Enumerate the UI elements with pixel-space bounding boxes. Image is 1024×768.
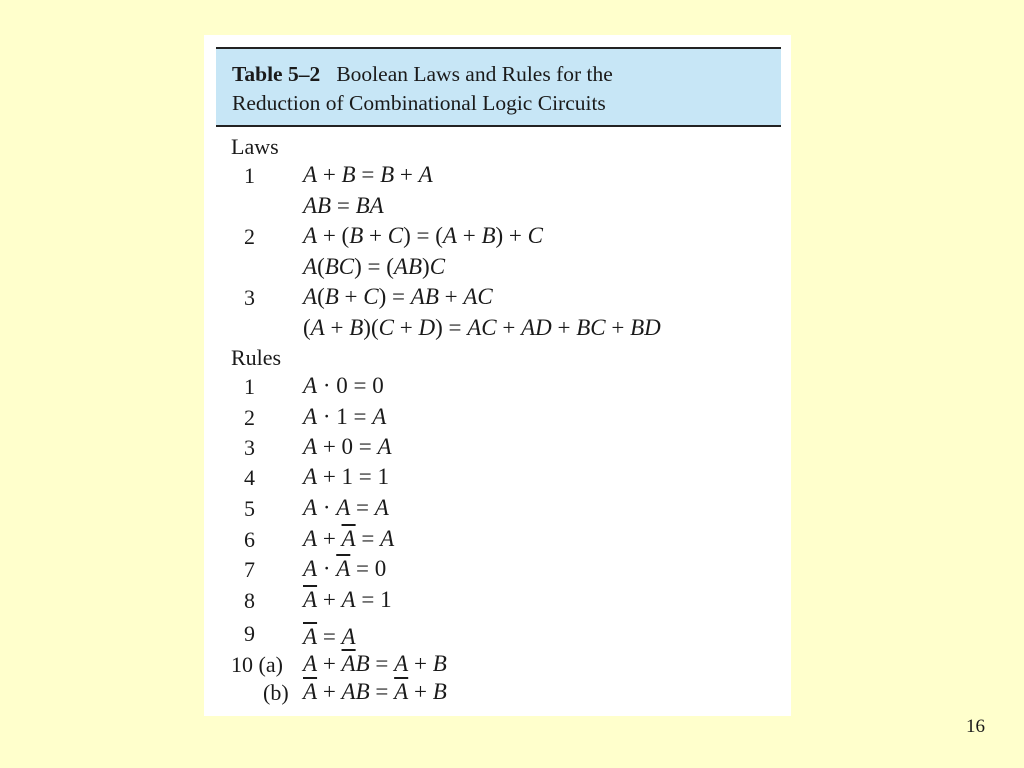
table-title-line-2: Reduction of Combinational Logic Circuits xyxy=(232,91,606,115)
rule-expression: A · A = A xyxy=(303,495,389,520)
law-expression: A + (B + C) = (A + B) + C xyxy=(303,223,543,248)
law-expression: A(BC) = (AB)C xyxy=(303,254,446,279)
rule-number: 5 xyxy=(244,496,255,521)
laws-heading: Laws xyxy=(231,134,279,159)
table-card xyxy=(204,35,791,716)
rule-number: 2 xyxy=(244,405,255,430)
table-title-text: Boolean Laws and Rules for the xyxy=(336,62,613,86)
rule-number: 7 xyxy=(244,557,255,582)
law-expression: AB = BA xyxy=(303,193,384,218)
rule-number: 9 xyxy=(244,621,255,646)
law-number: 1 xyxy=(244,163,255,188)
rule-expression: A + 1 = 1 xyxy=(303,464,390,489)
rule-expression: A · 1 = A xyxy=(303,404,387,429)
rule-expression: A · 0 = 0 xyxy=(303,373,384,398)
table-label: Table 5–2 xyxy=(232,62,321,86)
table-title-line-1 xyxy=(232,62,613,87)
rule-number: 8 xyxy=(244,588,255,613)
table-title-band xyxy=(216,47,781,127)
law-expression: A(B + C) = AB + AC xyxy=(303,284,493,309)
rule-expression: $A + \overline{A} = A$ xyxy=(303,526,395,551)
rule-expression: $\overline{A}$ + AB = $\overline{A} + B$ xyxy=(303,679,447,704)
rule-number: 3 xyxy=(244,435,255,460)
rule-number: 1 xyxy=(244,374,255,399)
rule-number: 10 (a) xyxy=(231,652,283,677)
page-number: 16 xyxy=(966,716,985,737)
rule-expression: $A \cdot \overline{A} = 0$ xyxy=(303,556,387,581)
law-expression: (A + B)(C + D) = AC + AD + BC + BD xyxy=(303,315,661,340)
law-number: 3 xyxy=(244,285,255,310)
rule-number: 4 xyxy=(244,465,255,490)
law-expression: A + B = B + A xyxy=(303,162,433,187)
rule-expression: $\overline{A} + A = 1$ xyxy=(303,587,392,612)
rule-expression: $A + \overline{A}B = A + B$ xyxy=(303,651,447,676)
rule-expression: A = A xyxy=(303,624,356,649)
rules-heading: Rules xyxy=(231,345,282,370)
rule-expression: A + 0 = A xyxy=(303,434,392,459)
rule-number: 6 xyxy=(244,527,255,552)
rule-number: (b) xyxy=(263,680,289,705)
law-number: 2 xyxy=(244,224,255,249)
